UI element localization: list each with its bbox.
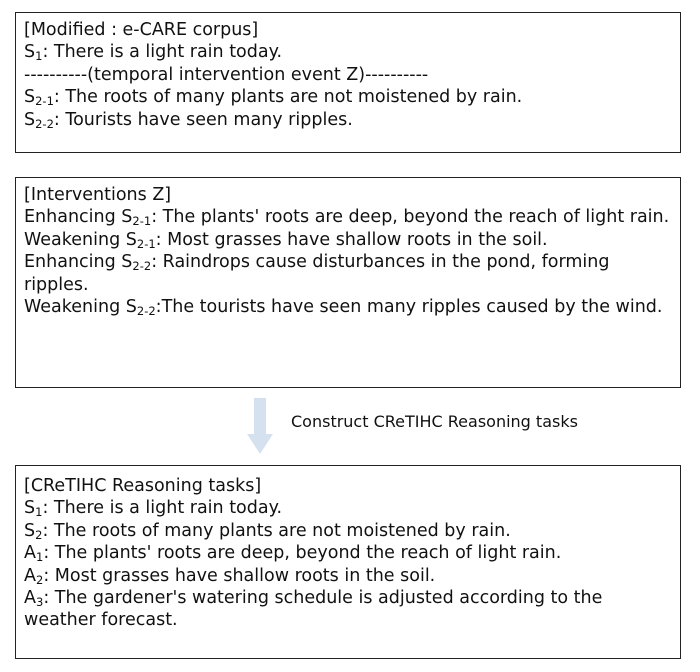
task-line: $A_3$: The gardener's watering schedule is adjusted according to the weather forecast. — [24, 588, 603, 631]
statement-line: $S_{2-1}$: The roots of many plants are not moistened by rain. — [24, 87, 523, 109]
interventions-box — [15, 177, 681, 388]
intervention-line: Weakening $S_{2-2}:The$ tourists have seen many ripples caused by the wind. — [24, 297, 663, 319]
down-arrow-icon — [247, 398, 273, 454]
box-header: [Interventions Z] — [24, 185, 172, 205]
construct-tasks-label: Construct CReTIHC Reasoning tasks — [291, 412, 578, 431]
task-line: $A_1$: The plants' roots are deep, beyond the reach of light rain. — [24, 543, 562, 565]
task-line: $A_2$: Most grasses have shallow roots in the soil. — [24, 565, 436, 587]
statement-line: $S_{2-2}$: Tourists have seen many ripples. — [24, 109, 353, 131]
intervention-line: Enhancing $S_{2-2}$: Raindrops cause disturbances in the pond, forming ripples. — [24, 252, 610, 295]
intervention-line: Weakening $S_{2-1}$: Most grasses have shallow roots in the soil. — [24, 229, 548, 251]
statement-line: $S_1$: There is a light rain today. — [24, 42, 283, 64]
intervention-separator: ----------(temporal intervention event Z)---------- — [24, 64, 429, 85]
box-header: [Modified : e-CARE corpus] — [24, 20, 259, 40]
e-care-corpus-box — [15, 12, 681, 153]
box-header: [CReTIHC Reasoning tasks] — [24, 476, 262, 496]
reasoning-tasks-box — [15, 465, 681, 659]
task-line: $S_2$: The roots of many plants are not moistened by rain. — [24, 520, 511, 542]
task-line: $S_1$: There is a light rain today. — [24, 498, 283, 520]
intervention-line: Enhancing $S_{2-1}$: The plants' roots are deep, beyond the reach of light rain. — [24, 207, 670, 229]
